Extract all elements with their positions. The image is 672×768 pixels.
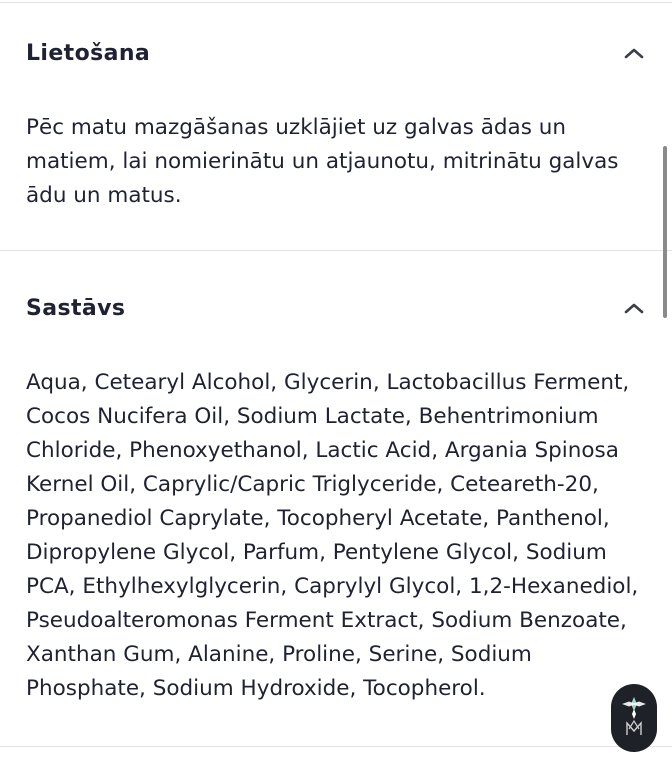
chevron-up-icon[interactable]: [622, 41, 646, 65]
divider: [0, 2, 672, 3]
section-title-ingredients: Sastāvs: [26, 295, 126, 321]
chevron-up-icon[interactable]: [622, 296, 646, 320]
scrollbar-thumb[interactable]: [663, 146, 667, 318]
divider: [0, 746, 672, 747]
accordion-header-usage[interactable]: [26, 33, 646, 73]
floating-brand-button[interactable]: [611, 684, 657, 752]
section-title-usage: Lietošana: [26, 40, 151, 66]
usage-text: Pēc matu mazgāšanas uzklājiet uz galvas ādas un matiem, lai nomierinātu un atjaunotu, mitrinātu galvas ādu un matus.: [26, 115, 619, 208]
brand-logo-icon: [620, 693, 648, 743]
ingredients-text: Aqua, Cetearyl Alcohol, Glycerin, Lactobacillus Ferment, Cocos Nucifera Oil, Sodium Lactate, Behentrimonium Chloride, Phenoxyethanol, Lactic Acid, Argania Spinosa Kernel Oil, Caprylic/Capric Triglyceride, Ceteareth-20, Propanediol Caprylate, Tocopheryl Acetate, Panthenol, Dipropylene Glycol, Parfum, Pentylene Glycol, Sodium PCA, Ethylhexylglycerin, Caprylyl Glycol, 1,2-Hexanediol, Pseudoalteromonas Ferment Extract, Sodium Benzoate, Xanthan Gum, Alanine, Proline, Serine, Sodium Phosphate, Sodium Hydroxide, Tocopherol.: [26, 370, 639, 701]
accordion-header-ingredients[interactable]: [26, 288, 646, 328]
divider: [0, 250, 672, 251]
